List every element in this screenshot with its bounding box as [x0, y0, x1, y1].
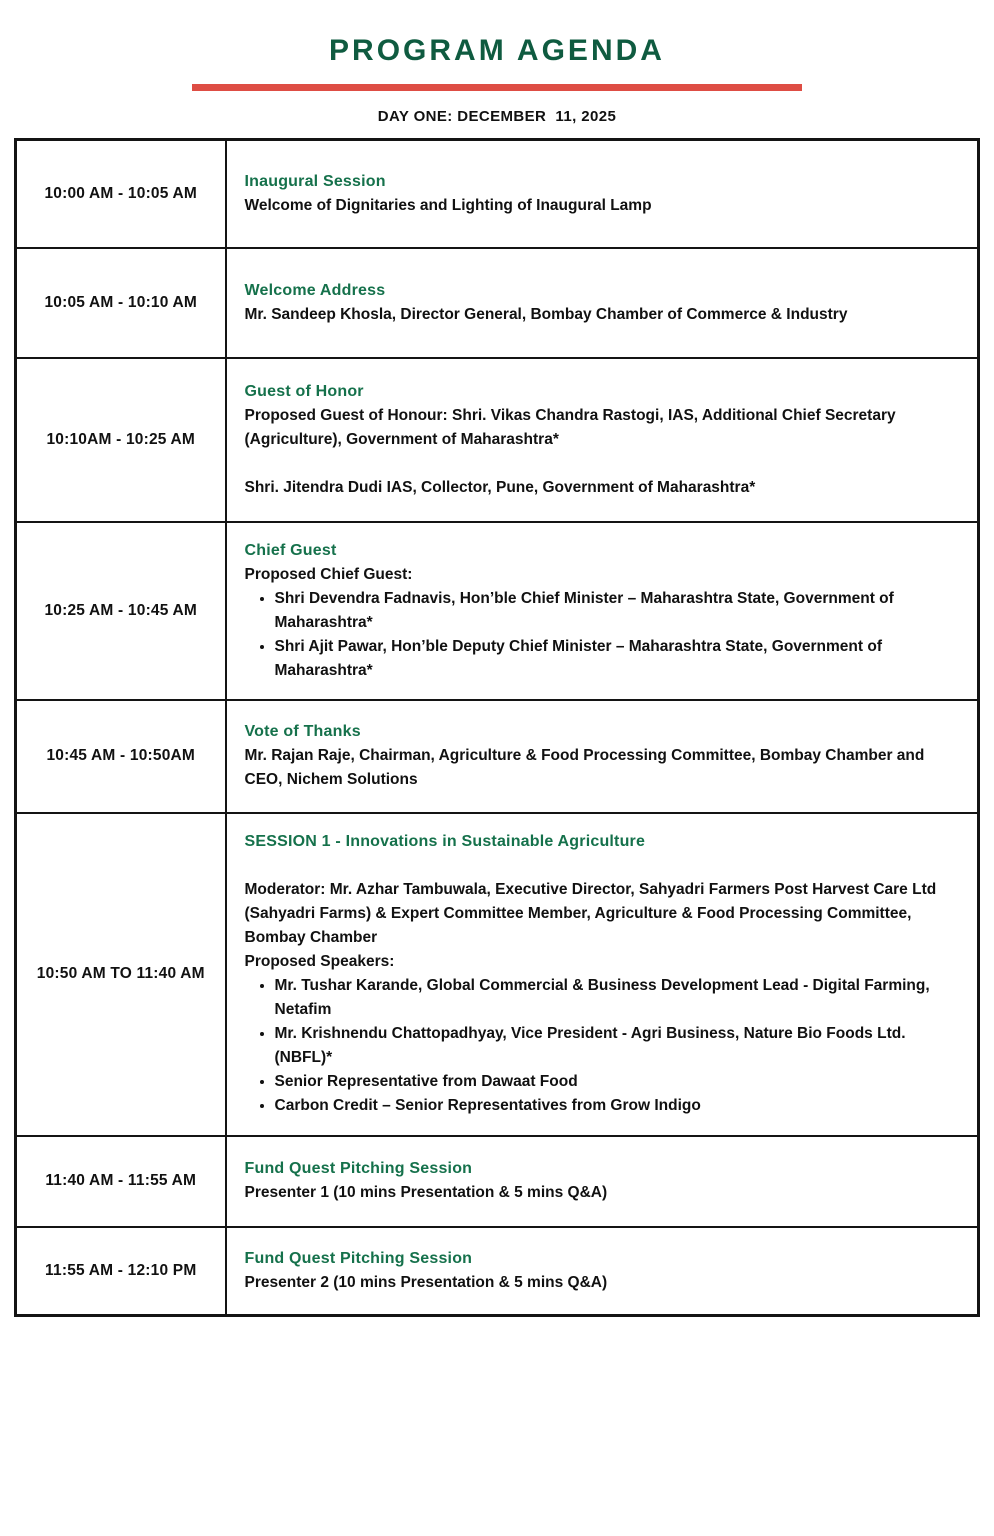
bullet-item: • Carbon Credit – Senior Representatives from Grow Indigo: [275, 1094, 956, 1118]
bullet-item: • Shri Devendra Fadnavis, Hon’ble Chief Minister – Maharashtra State, Government of Maharashtra*: [275, 587, 956, 635]
time-cell: [16, 813, 226, 1136]
details-cell: [226, 522, 979, 700]
time-cell: [16, 140, 226, 248]
session-title: Fund Quest Pitching Session: [244, 1160, 473, 1177]
session-title: Welcome Address: [244, 281, 386, 299]
details-cell: [226, 700, 979, 813]
agenda-row: [16, 1227, 979, 1316]
session-details: [245, 1181, 956, 1205]
details-cell: [226, 358, 979, 522]
detail-text: Mr. Sandeep Khosla, Director General, Bombay Chamber of Commerce & Industry: [244, 305, 848, 323]
session-title: Inaugural Session: [244, 172, 386, 190]
detail-text: Shri. Jitendra Dudi IAS, Collector, Pune, Government of Maharashtra*: [244, 478, 756, 496]
detail-text: Welcome of Dignitaries and Lighting of Inaugural Lamp: [244, 196, 652, 214]
time-cell: [16, 358, 226, 522]
bullet-item: • Shri Ajit Pawar, Hon’ble Deputy Chief Minister – Maharashtra State, Government of Maharashtra*: [275, 635, 956, 683]
session-details: [245, 194, 956, 218]
agenda-row: [16, 522, 979, 700]
agenda-row: [16, 813, 979, 1136]
spacer: [245, 854, 956, 878]
agenda-row: [16, 140, 979, 248]
session-title: Chief Guest: [244, 541, 337, 559]
time-cell: [16, 248, 226, 358]
detail-text: Proposed Speakers:: [244, 953, 395, 970]
agenda-table: [14, 138, 980, 1317]
time-slot: 10:05 AM - 10:10 AM: [44, 293, 198, 311]
time-slot: 10:25 AM - 10:45 AM: [44, 601, 198, 619]
detail-text: Presenter 2 (10 mins Presentation & 5 mins Q&A): [244, 1273, 608, 1291]
session-details: [245, 854, 956, 1118]
session-title: Vote of Thanks: [244, 723, 361, 740]
time-slot: 10:50 AM TO 11:40 AM: [36, 965, 205, 982]
time-slot: 10:45 AM - 10:50AM: [46, 747, 196, 764]
bullet-item: • Mr. Krishnendu Chattopadhyay, Vice President - Agri Business, Nature Bio Foods Ltd. (NBFL)*: [275, 1022, 956, 1070]
time-cell: [16, 522, 226, 700]
agenda-table-body: [16, 140, 979, 1316]
spacer: [245, 452, 956, 476]
details-cell: [226, 813, 979, 1136]
session-details: [245, 404, 956, 500]
detail-text: Mr. Rajan Raje, Chairman, Agriculture & Food Processing Committee, Bombay Chamber and CEO, Nichem Solutions: [244, 747, 925, 788]
session-details: [245, 1271, 956, 1295]
page-title: PROGRAM AGENDA: [329, 34, 665, 67]
bullet-item: • Senior Representative from Dawaat Food: [275, 1070, 956, 1094]
agenda-row: [16, 248, 979, 358]
time-slot: 10:00 AM - 10:05 AM: [44, 184, 198, 202]
bullet-list: [245, 974, 956, 1118]
detail-text: Proposed Chief Guest:: [244, 565, 413, 583]
session-details: [245, 303, 956, 327]
bullet-item: • Mr. Tushar Karande, Global Commercial & Business Development Lead - Digital Farming, Netafim: [275, 974, 956, 1022]
session-title: SESSION 1 - Innovations in Sustainable Agriculture: [244, 833, 646, 850]
day-subtitle: DAY ONE: DECEMBER 11, 2025: [377, 108, 617, 125]
time-cell: [16, 1227, 226, 1316]
detail-text: Presenter 1 (10 mins Presentation & 5 mins Q&A): [244, 1184, 608, 1201]
details-cell: [226, 1136, 979, 1227]
agenda-row: [16, 1136, 979, 1227]
title-underline-bar: [192, 84, 802, 91]
details-cell: [226, 1227, 979, 1316]
time-slot: 11:40 AM - 11:55 AM: [45, 1172, 197, 1189]
time-cell: [16, 1136, 226, 1227]
details-cell: [226, 248, 979, 358]
detail-text: Proposed Guest of Honour: Shri. Vikas Chandra Rastogi, IAS, Additional Chief Secretary (Agriculture), Government of Maharashtra*: [244, 406, 896, 448]
agenda-row: [16, 358, 979, 522]
detail-text: Moderator: Mr. Azhar Tambuwala, Executive Director, Sahyadri Farmers Post Harvest Care Ltd (Sahyadri Farms) & Expert Committee Member, Agriculture & Food Processing Committee, Bombay Chamber: [244, 881, 937, 946]
session-details: [245, 563, 956, 683]
session-details: [245, 744, 956, 792]
agenda-row: [16, 700, 979, 813]
session-title: Fund Quest Pitching Session: [244, 1249, 473, 1267]
time-slot: 10:10AM - 10:25 AM: [46, 430, 196, 448]
session-title: Guest of Honor: [244, 382, 364, 400]
time-slot: 11:55 AM - 12:10 PM: [45, 1261, 197, 1279]
time-cell: [16, 700, 226, 813]
bullet-list: [245, 587, 956, 683]
details-cell: [226, 140, 979, 248]
